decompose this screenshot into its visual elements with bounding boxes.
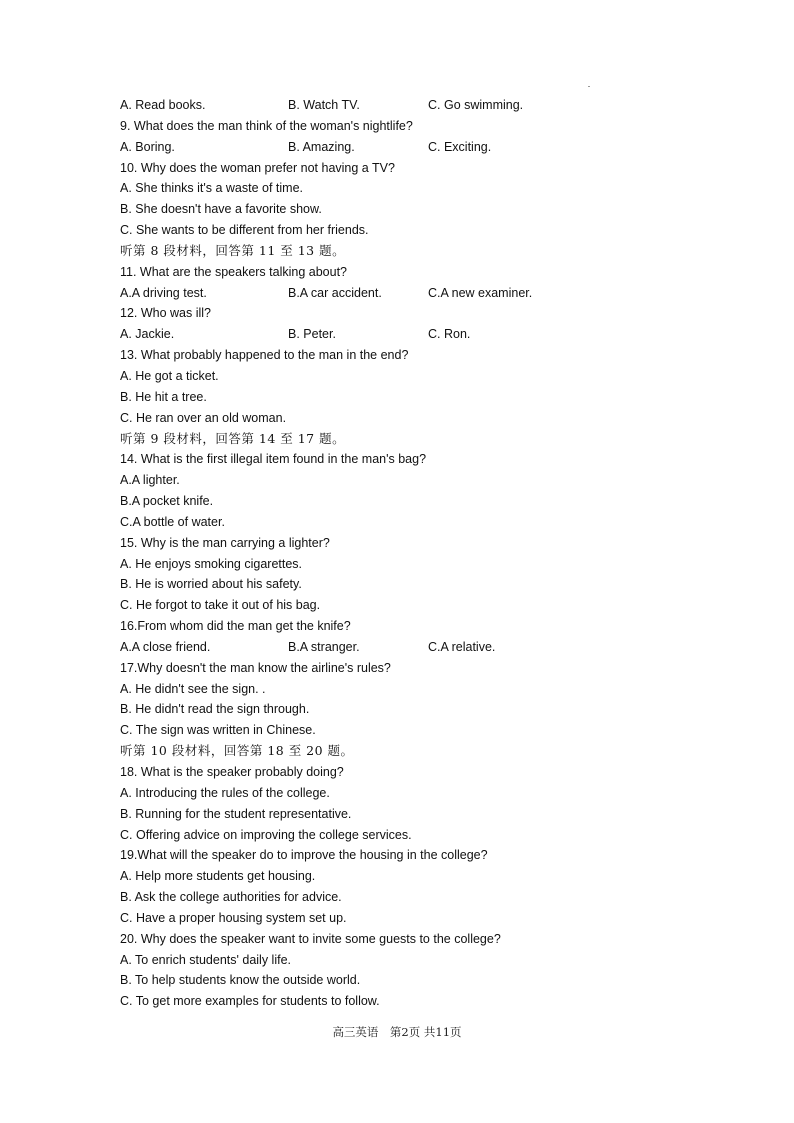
text-line: 18. What is the speaker probably doing? — [120, 765, 344, 779]
text-line: 15. Why is the man carrying a lighter? — [120, 535, 330, 550]
option-b: B.A car accident. — [288, 285, 382, 300]
option-row — [120, 283, 680, 304]
text-line: A. Introducing the rules of the college. — [120, 785, 330, 800]
text-line: C. He ran over an old woman. — [120, 410, 287, 425]
text-line: B. To help students know the outside world. — [120, 973, 361, 988]
option-c: C.A new examiner. — [428, 285, 533, 300]
text-line: 16.From whom did the man get the knife? — [120, 619, 351, 634]
text-line: B. Running for the student representative. — [120, 806, 352, 821]
text-line: 19.What will the speaker do to improve the housing in the college? — [120, 848, 488, 863]
text-line: 10. Why does the woman prefer not having a TV? — [120, 160, 395, 175]
option-b: B. Amazing. — [288, 139, 355, 154]
option-c: C. Exciting. — [428, 139, 492, 154]
text-line: A.A lighter. — [120, 473, 180, 488]
option-row — [120, 324, 680, 345]
question-list — [120, 95, 680, 1012]
option-a: A. Jackie. — [120, 327, 175, 342]
option-c: C. Ron. — [428, 327, 471, 342]
text-line: 11. What are the speakers talking about? — [120, 264, 347, 279]
option-row — [120, 637, 680, 658]
option-b: B. Peter. — [288, 327, 336, 342]
text-line: B. Ask the college authorities for advice. — [120, 890, 342, 905]
text-line: 17.Why doesn't the man know the airline's rules? — [120, 660, 391, 675]
option-a: A. Boring. — [120, 139, 175, 154]
text-line: C. He forgot to take it out of his bag. — [120, 598, 321, 613]
option-b: B.A stranger. — [288, 639, 360, 654]
text-line: B. He hit a tree. — [120, 389, 207, 404]
text-line: B.A pocket knife. — [120, 494, 214, 509]
section-instruction: 听第 10 段材料，回答第 18 至 20 题。 — [120, 743, 354, 759]
option-a: A.A driving test. — [120, 285, 207, 300]
page-footer: 高三英语 第2页 共11页 — [332, 1025, 462, 1039]
option-b: B. Watch TV. — [288, 98, 360, 112]
text-line: 9. What does the man think of the woman's nightlife? — [120, 118, 413, 133]
text-line: C.A bottle of water. — [120, 514, 225, 529]
option-c: C.A relative. — [428, 639, 496, 654]
text-line: C. The sign was written in Chinese. — [120, 723, 316, 738]
option-a: A.A close friend. — [120, 639, 211, 654]
text-line: 12. Who was ill? — [120, 306, 212, 321]
option-a: A. Read books. — [120, 98, 206, 112]
text-line: 14. What is the first illegal item found in the man's bag? — [120, 452, 427, 467]
section-instruction: 听第 9 段材料，回答第 14 至 17 题。 — [120, 430, 346, 446]
text-line: A. He didn't see the sign. . — [120, 681, 266, 696]
text-line: C. Have a proper housing system set up. — [120, 910, 347, 925]
text-line: B. He is worried about his safety. — [120, 577, 302, 592]
text-line: 20. Why does the speaker want to invite some guests to the college? — [120, 931, 501, 946]
scan-mark — [588, 86, 590, 87]
text-line: A. He enjoys smoking cigarettes. — [120, 556, 303, 571]
text-line: 13. What probably happened to the man in the end? — [120, 348, 409, 363]
option-row — [120, 95, 680, 116]
text-line: C. Offering advice on improving the college services. — [120, 827, 412, 842]
text-line: A. To enrich students' daily life. — [120, 952, 291, 967]
text-line: B. He didn't read the sign through. — [120, 702, 310, 717]
text-line: C. She wants to be different from her friends. — [120, 223, 369, 238]
text-line: A. She thinks it's a waste of time. — [120, 181, 304, 196]
option-row — [120, 137, 680, 158]
text-line: A. He got a ticket. — [120, 368, 219, 383]
text-line: A. Help more students get housing. — [120, 869, 316, 884]
text-line: C. To get more examples for students to follow. — [120, 994, 380, 1009]
section-instruction: 听第 8 段材料，回答第 11 至 13 题。 — [120, 242, 346, 258]
text-line: B. She doesn't have a favorite show. — [120, 202, 322, 217]
option-c: C. Go swimming. — [428, 98, 524, 112]
